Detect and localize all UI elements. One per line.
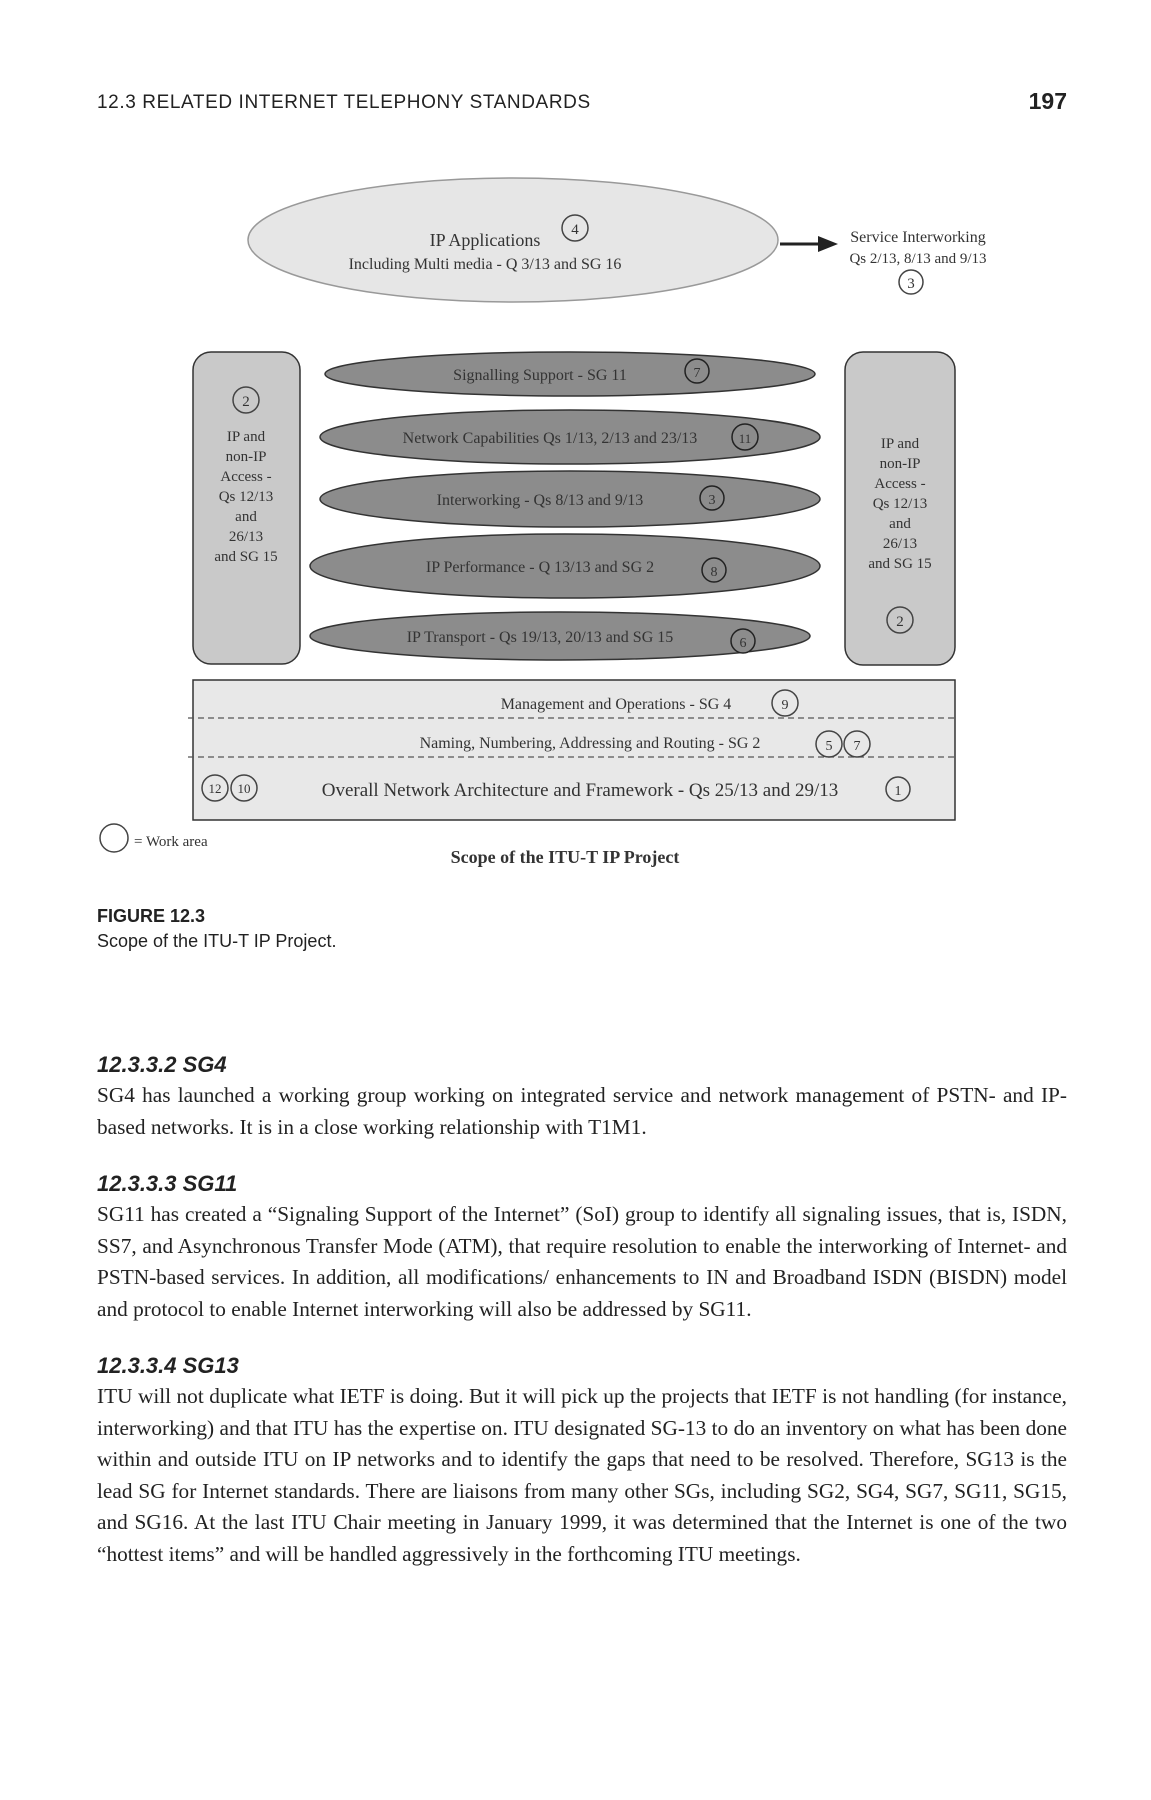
- right-box-line: Qs 12/13: [872, 496, 928, 512]
- left-box-line: Qs 12/13: [218, 489, 274, 505]
- figure-subtitle: Scope of the ITU-T IP Project: [450, 847, 680, 867]
- work-area-number: 3: [708, 493, 716, 508]
- work-area-number: 4: [571, 222, 579, 238]
- right-access-box: [845, 352, 955, 665]
- naming-label: Naming, Numbering, Addressing and Routing - SG 2: [419, 735, 761, 752]
- work-area-number: 6: [739, 636, 747, 651]
- band-label: Network Capabilities Qs 1/13, 2/13 and 23/13: [402, 430, 698, 447]
- left-box-line: 26/13: [228, 529, 264, 545]
- band-label: Interworking - Qs 8/13 and 9/13: [436, 492, 644, 509]
- section-heading: 12.3.3.2 SG4: [97, 1052, 227, 1077]
- work-area-number: 2: [896, 614, 904, 630]
- legend-label: = Work area: [134, 834, 208, 850]
- work-area-number: 3: [907, 276, 915, 292]
- body-text: [97, 1050, 1067, 1596]
- work-area-number: 2: [242, 394, 250, 410]
- ip-apps-line2: Including Multi media - Q 3/13 and SG 16: [348, 256, 622, 273]
- band-ip-transport: [310, 612, 810, 660]
- band-label: Signalling Support - SG 11: [453, 367, 627, 384]
- management-label: Management and Operations - SG 4: [500, 696, 732, 713]
- ip-apps-line1: IP Applications: [429, 230, 541, 250]
- section-paragraph: SG11 has created a “Signaling Support of the Internet” (SoI) group to identify all signaling issues, that is, ISDN, SS7, and Asynchronous Transfer Mode (ATM), that require resolution to enable the interworking of Internet- and PSTN-based services. In addition, all modifications/ enhancements to IN and Broadband ISDN (BISDN) model and protocol to enable Internet interworking will also be addressed by SG11.: [97, 1202, 1067, 1321]
- right-box-line: and: [889, 516, 911, 532]
- work-area-number: 1: [894, 784, 902, 799]
- page-number: 197: [1028, 88, 1067, 114]
- section-sg4: [97, 1050, 1067, 1143]
- service-interworking-line1: Service Interworking: [850, 229, 986, 246]
- section-sg11: [97, 1169, 1067, 1325]
- right-box-line: non-IP: [879, 456, 921, 472]
- work-area-number: 12: [208, 781, 222, 796]
- figure-caption-text: Scope of the ITU-T IP Project.: [97, 931, 337, 951]
- service-interworking-label: [849, 229, 986, 294]
- work-area-number: 11: [738, 431, 752, 446]
- left-box-line: non-IP: [225, 449, 267, 465]
- work-area-number: 5: [825, 739, 833, 754]
- ip-applications-ellipse: [248, 178, 778, 302]
- band-ip-performance: [310, 534, 820, 598]
- service-interworking-line2: Qs 2/13, 8/13 and 9/13: [849, 251, 987, 267]
- left-access-box: [193, 352, 300, 664]
- work-area-number: 7: [693, 366, 701, 381]
- work-area-number: 9: [781, 698, 789, 713]
- right-box-line: IP and: [880, 436, 920, 452]
- section-heading: 12.3.3.3 SG11: [97, 1171, 238, 1196]
- overall-architecture-label: Overall Network Architecture and Framework - Qs 25/13 and 29/13: [321, 780, 839, 801]
- right-box-line: Access -: [874, 476, 926, 492]
- figure-caption: [97, 906, 336, 952]
- band-label: IP Transport - Qs 19/13, 20/13 and SG 15: [406, 629, 674, 646]
- arrow-to-service-interworking: [780, 236, 838, 252]
- section-title: 12.3 RELATED INTERNET TELEPHONY STANDARDS: [97, 92, 591, 113]
- work-area-legend-icon: [100, 824, 128, 852]
- section-paragraph: SG4 has launched a working group working on integrated service and network management of PSTN- and IP-based networks. It is in a close working relationship with T1M1.: [97, 1083, 1067, 1139]
- band-label: IP Performance - Q 13/13 and SG 2: [425, 559, 655, 576]
- framework-box: [188, 680, 955, 820]
- section-sg13: [97, 1351, 1067, 1570]
- band-interworking: [320, 471, 820, 527]
- left-box-line: IP and: [226, 429, 266, 445]
- legend: [100, 824, 208, 852]
- right-box-line: and SG 15: [868, 556, 932, 572]
- band-network-capabilities: [320, 410, 820, 464]
- band-signalling: [325, 352, 815, 396]
- section-heading: 12.3.3.4 SG13: [97, 1353, 239, 1378]
- left-box-line: Access -: [220, 469, 272, 485]
- left-box-line: and: [235, 509, 257, 525]
- figure-label: FIGURE 12.3: [97, 906, 206, 926]
- work-area-number: 7: [853, 739, 861, 754]
- work-area-number: 10: [237, 781, 251, 796]
- right-box-line: 26/13: [882, 536, 918, 552]
- work-area-number: 8: [710, 565, 718, 580]
- section-paragraph: ITU will not duplicate what IETF is doing. But it will pick up the projects that IETF is not handling (for instance, interworking) and that ITU has the expertise on. ITU designated SG-13 to do an inventory on what has been done within and outside ITU on IP networks and to identify the gaps that need to be resolved. Therefore, SG13 is the lead SG for Internet standards. There are liaisons from many other SGs, including SG2, SG4, SG7, SG11, SG15, and SG16. At the last ITU Chair meeting in January 1999, it was determined that the Internet is one of the two “hottest items” and will be handled aggressively in the forthcoming ITU meetings.: [97, 1384, 1067, 1566]
- left-box-line: and SG 15: [214, 549, 278, 565]
